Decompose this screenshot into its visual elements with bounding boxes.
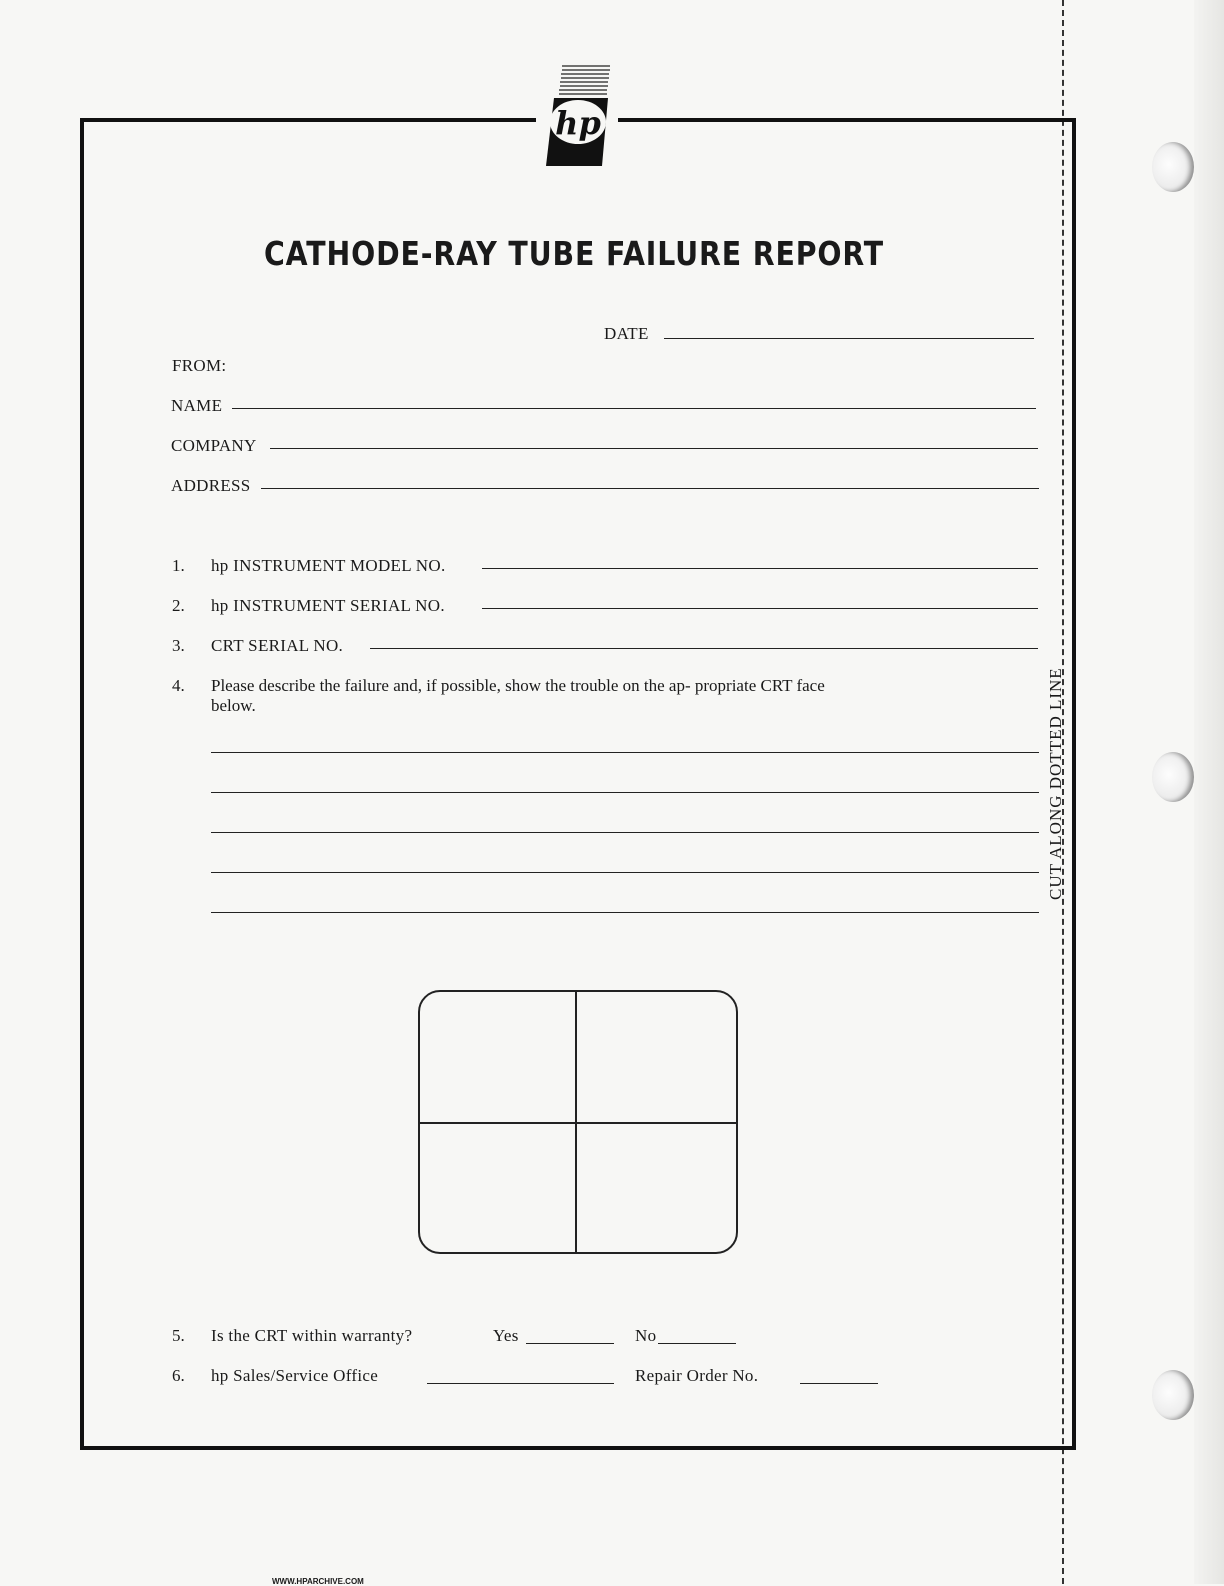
- date-field[interactable]: [664, 338, 1034, 339]
- description-line[interactable]: [211, 912, 1039, 913]
- page-edge-shade: [1194, 0, 1224, 1584]
- sales-office-label: hp Sales/Service Office: [211, 1366, 379, 1385]
- crt-serial-field[interactable]: [370, 648, 1038, 649]
- model-no-label: hp INSTRUMENT MODEL NO.: [211, 556, 446, 575]
- crt-face-diagram[interactable]: [418, 990, 738, 1254]
- no-field[interactable]: [658, 1343, 736, 1344]
- warranty-question: Is the CRT within warranty?: [211, 1326, 413, 1345]
- description-line[interactable]: [211, 752, 1039, 753]
- archive-footer: WWW.HPARCHIVE.COM: [272, 1577, 364, 1586]
- form-title: CATHODE-RAY TUBE FAILURE REPORT: [263, 234, 885, 273]
- description-line[interactable]: [211, 792, 1039, 793]
- cut-line-label: CUT ALONG DOTTED LINE: [1046, 667, 1065, 900]
- crt-horizontal-axis: [420, 1122, 736, 1124]
- repair-order-field[interactable]: [800, 1383, 878, 1384]
- repair-order-label: Repair Order No.: [635, 1366, 759, 1385]
- punch-hole-middle: [1152, 752, 1194, 802]
- punch-hole-top: [1152, 142, 1194, 192]
- from-label: FROM:: [172, 356, 227, 375]
- hp-logo: [536, 62, 618, 174]
- item-number: 5.: [172, 1326, 185, 1345]
- sales-office-field[interactable]: [427, 1383, 614, 1384]
- yes-label: Yes: [493, 1326, 519, 1345]
- item-number: 2.: [172, 596, 185, 615]
- item-number: 6.: [172, 1366, 185, 1385]
- item-number: 1.: [172, 556, 185, 575]
- company-field[interactable]: [270, 448, 1038, 449]
- no-label: No: [635, 1326, 657, 1345]
- name-field[interactable]: [232, 408, 1036, 409]
- item-number: 4.: [172, 676, 185, 695]
- address-label: ADDRESS: [171, 476, 251, 495]
- yes-field[interactable]: [526, 1343, 614, 1344]
- description-line[interactable]: [211, 872, 1039, 873]
- date-label: DATE: [604, 324, 649, 343]
- failure-description-prompt: Please describe the failure and, if possible, show the trouble on the ap- propriate CRT face below.: [211, 676, 825, 715]
- crt-serial-label: CRT SERIAL NO.: [211, 636, 344, 655]
- serial-no-field[interactable]: [482, 608, 1038, 609]
- svg-text:hp: hp: [555, 104, 601, 142]
- address-field[interactable]: [261, 488, 1039, 489]
- item-number: 3.: [172, 636, 185, 655]
- name-label: NAME: [171, 396, 223, 415]
- model-no-field[interactable]: [482, 568, 1038, 569]
- description-line[interactable]: [211, 832, 1039, 833]
- serial-no-label: hp INSTRUMENT SERIAL NO.: [211, 596, 445, 615]
- company-label: COMPANY: [171, 436, 257, 455]
- punch-hole-bottom: [1152, 1370, 1194, 1420]
